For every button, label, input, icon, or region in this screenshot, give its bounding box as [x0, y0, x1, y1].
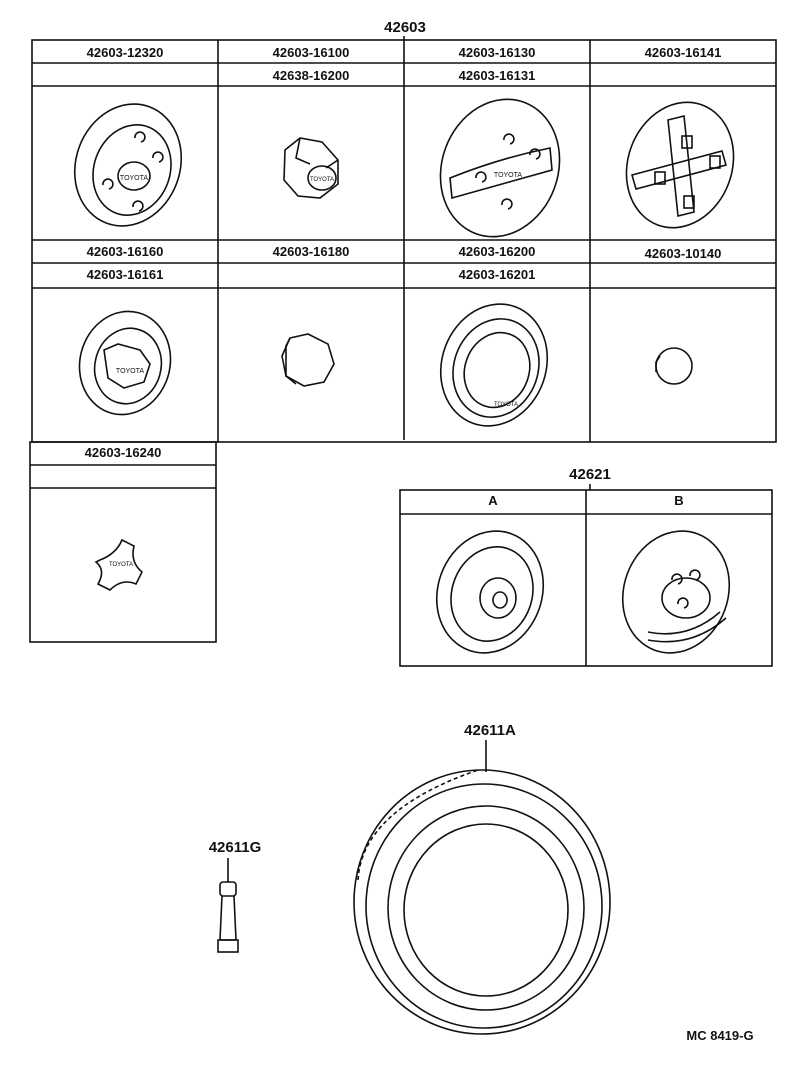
part-number-42603-16160: 42603-16160 — [86, 244, 164, 259]
svg-text:TOYOTA: TOYOTA — [493, 402, 519, 408]
tire-icon — [354, 740, 610, 1034]
wheel-cover-slotted-icon — [424, 289, 564, 441]
tire-label: 42611A — [464, 722, 516, 739]
group-label-42603: 42603 — [384, 19, 426, 36]
center-cap-icon — [284, 138, 338, 198]
variant-label-b: B — [674, 493, 684, 508]
part-number-42638-16200: 42638-16200 — [272, 68, 350, 83]
part-number-42603-16201: 42603-16201 — [458, 267, 536, 282]
round-cap-icon — [656, 348, 692, 384]
part-number-42603-10140: 42603-10140 — [644, 246, 722, 261]
wheel-cover-a-icon — [420, 516, 560, 668]
wheel-cover-b-icon — [606, 516, 746, 668]
svg-text:TOYOTA: TOYOTA — [493, 172, 523, 179]
svg-text:TOYOTA: TOYOTA — [115, 368, 145, 375]
valve-stem-icon — [218, 858, 238, 952]
parts-table-grid — [30, 40, 776, 642]
part-number-42603-12320: 42603-12320 — [86, 45, 164, 60]
svg-text:TOYOTA: TOYOTA — [309, 177, 335, 183]
svg-text:TOYOTA: TOYOTA — [108, 562, 134, 568]
hubcap-icon — [58, 89, 198, 241]
hubcap-cross-icon — [609, 87, 751, 243]
part-number-42603-16180: 42603-16180 — [272, 244, 350, 259]
group-label-42621: 42621 — [569, 466, 611, 483]
valve-label: 42611G — [208, 839, 262, 856]
part-number-42603-16141: 42603-16141 — [644, 45, 722, 60]
brand-text: TOYOTA — [119, 175, 149, 182]
part-number-42603-16161: 42603-16161 — [86, 267, 164, 282]
part-number-42603-16240: 42603-16240 — [84, 445, 162, 460]
variant-label-a: A — [488, 493, 498, 508]
center-emblem-icon — [96, 540, 142, 590]
hubcap-band-icon — [422, 82, 579, 253]
part-number-42603-16200: 42603-16200 — [458, 244, 536, 259]
hubcap-star-icon — [68, 301, 182, 425]
small-cap-icon — [282, 334, 334, 386]
part-number-42603-16100: 42603-16100 — [272, 45, 350, 60]
part-number-42603-16130: 42603-16130 — [458, 45, 536, 60]
diagram-code: MC 8419-G — [686, 1028, 754, 1043]
part-number-42603-16131: 42603-16131 — [458, 68, 536, 83]
